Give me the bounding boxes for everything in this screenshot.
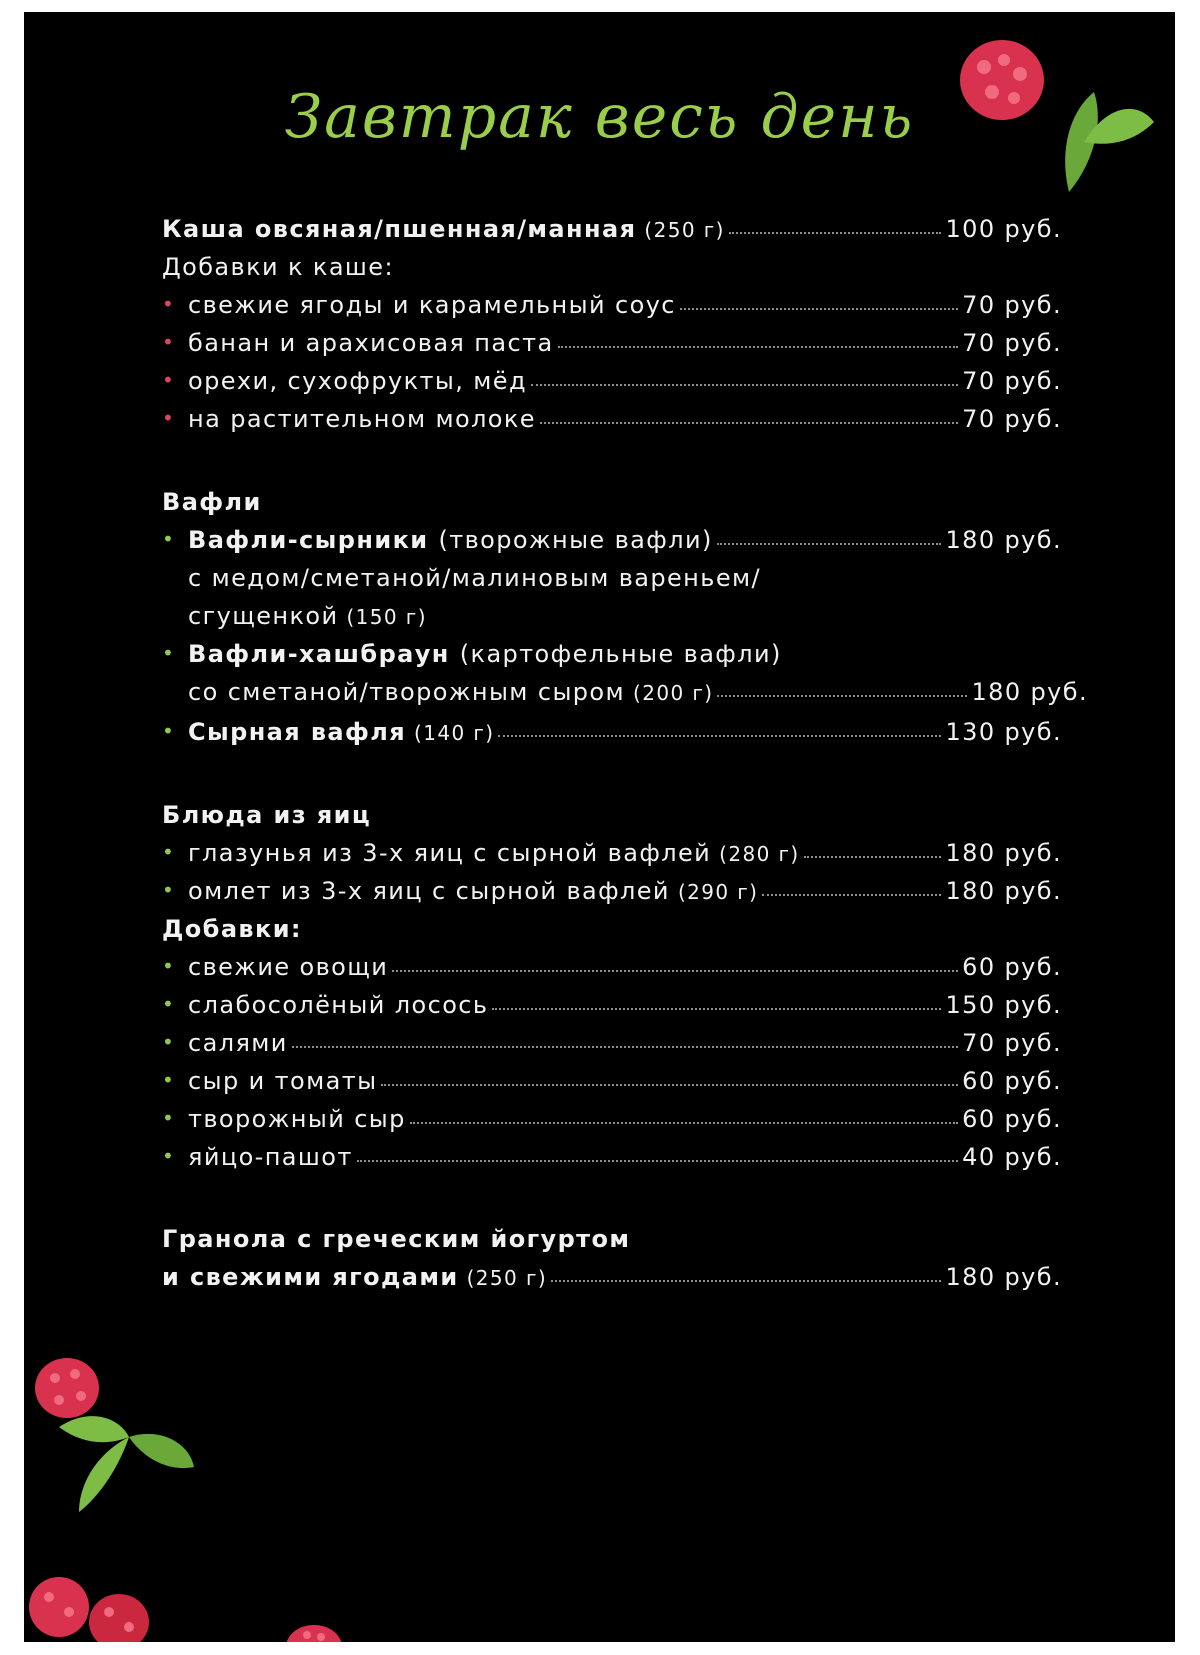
item-weight: (150 г) xyxy=(346,605,427,629)
item-price: 150 руб. xyxy=(945,991,1062,1019)
list-item xyxy=(162,291,1062,329)
leader-dots xyxy=(804,856,942,858)
bullet: • xyxy=(162,1030,176,1054)
item-name: Вафли-хашбраун xyxy=(188,640,450,668)
leader-dots xyxy=(717,543,942,545)
item-weight: (280 г) xyxy=(719,842,800,866)
menu-item-cheese-waffle xyxy=(162,718,1062,756)
bullet: • xyxy=(162,954,176,978)
page-title: Завтрак весь день xyxy=(284,82,915,152)
bullet: • xyxy=(162,1144,176,1168)
item-name: яйцо-пашот xyxy=(188,1143,353,1171)
bullet: • xyxy=(162,840,176,864)
leader-dots xyxy=(381,1084,958,1086)
item-weight: (250 г) xyxy=(466,1266,548,1290)
leader-dots xyxy=(558,346,959,348)
item-weight: (250 г) xyxy=(644,218,725,242)
eggs-addons-label: Добавки: xyxy=(162,915,302,943)
item-price: 70 руб. xyxy=(962,405,1062,433)
bullet: • xyxy=(162,1068,176,1092)
bullet: • xyxy=(162,368,176,392)
item-name: орехи, сухофрукты, мёд xyxy=(188,367,527,395)
porridge-addons-label: Добавки к каше: xyxy=(162,253,394,281)
raspberry-bottom-center-icon xyxy=(279,1617,349,1642)
item-name: Сырная вафля xyxy=(188,718,407,746)
item-price: 70 руб. xyxy=(962,1029,1062,1057)
item-name: Вафли-сырники xyxy=(188,526,429,554)
section-heading-waffles: Вафли xyxy=(162,488,262,516)
item-name: слабосолёный лосось xyxy=(188,991,489,1019)
bullet: • xyxy=(162,292,176,316)
leader-dots xyxy=(410,1122,958,1124)
bullet: • xyxy=(162,878,176,902)
raspberry-bottom-left-icon xyxy=(24,1567,174,1642)
bullet: • xyxy=(162,719,176,743)
bullet: • xyxy=(162,992,176,1016)
section-heading-eggs: Блюда из яиц xyxy=(162,801,372,829)
leader-dots xyxy=(357,1160,958,1162)
item-price: 60 руб. xyxy=(962,1067,1062,1095)
list-item xyxy=(162,991,1062,1029)
menu-item-granola: Гранола с греческим йогуртом xyxy=(162,1225,631,1253)
bullet: • xyxy=(162,527,176,551)
list-item xyxy=(162,367,1062,405)
list-item xyxy=(162,1105,1062,1143)
item-name: свежие овощи xyxy=(188,953,389,981)
item-name: на растительном молоке xyxy=(188,405,536,433)
item-name: банан и арахисовая паста xyxy=(188,329,554,357)
item-name: сыр и томаты xyxy=(188,1067,378,1095)
item-price: 60 руб. xyxy=(962,1105,1062,1133)
list-item xyxy=(162,329,1062,367)
bullet: • xyxy=(162,641,176,665)
item-price: 70 руб. xyxy=(962,329,1062,357)
item-weight: (200 г) xyxy=(633,681,714,705)
leader-dots xyxy=(498,735,941,737)
item-price: 130 руб. xyxy=(945,718,1062,746)
leaf-left-icon xyxy=(49,1397,199,1517)
item-name: творожный сыр xyxy=(188,1105,406,1133)
item-price: 40 руб. xyxy=(962,1143,1062,1171)
item-name: Каша овсяная/пшенная/манная xyxy=(162,215,637,243)
item-name: глазунья из 3-х яиц с сырной вафлей xyxy=(188,839,712,867)
item-price: 180 руб. xyxy=(945,839,1062,867)
list-item xyxy=(162,953,1062,991)
item-detail-line: сгущенкой (150 г) xyxy=(188,602,427,630)
bullet: • xyxy=(162,330,176,354)
leader-dots xyxy=(551,1280,941,1282)
item-price: 70 руб. xyxy=(962,291,1062,319)
item-price: 180 руб. xyxy=(945,877,1062,905)
item-weight: (290 г) xyxy=(677,880,759,904)
leader-dots xyxy=(680,308,958,310)
item-detail-line: с медом/сметаной/малиновым вареньем/ xyxy=(188,564,761,592)
item-desc: (творожные вафли) xyxy=(438,526,713,554)
item-name: свежие ягоды и карамельный соус xyxy=(188,291,676,319)
leader-dots xyxy=(492,1008,941,1010)
leader-dots xyxy=(531,384,958,386)
bullet: • xyxy=(162,406,176,430)
item-price: 60 руб. xyxy=(962,953,1062,981)
item-desc: (картофельные вафли) xyxy=(459,640,782,668)
item-name: омлет из 3-х яиц с сырной вафлей xyxy=(188,877,670,905)
menu-item-waffle-hashbrown xyxy=(162,640,1062,678)
list-item xyxy=(162,839,1062,877)
menu-item-granola-line2 xyxy=(162,1263,1062,1301)
item-price: 180 руб. xyxy=(971,678,1088,706)
menu-item-waffle-syrniki xyxy=(162,526,1062,564)
item-price: 100 руб. xyxy=(945,215,1062,243)
item-price: 180 руб. xyxy=(945,1263,1062,1291)
leader-dots xyxy=(540,422,958,424)
leader-dots xyxy=(717,695,967,697)
list-item xyxy=(162,1067,1062,1105)
leader-dots xyxy=(392,970,958,972)
leader-dots xyxy=(729,232,942,234)
item-price: 180 руб. xyxy=(945,526,1062,554)
list-item xyxy=(162,1143,1062,1181)
item-weight: (140 г) xyxy=(414,721,495,745)
bullet: • xyxy=(162,1106,176,1130)
leader-dots xyxy=(762,894,941,896)
leader-dots xyxy=(292,1046,958,1048)
menu-item-porridge xyxy=(162,215,1062,253)
item-name: салями xyxy=(188,1029,288,1057)
item-price: 70 руб. xyxy=(962,367,1062,395)
list-item xyxy=(162,405,1062,443)
list-item xyxy=(162,1029,1062,1067)
item-name: и свежими ягодами xyxy=(162,1263,459,1291)
list-item xyxy=(162,877,1062,915)
item-detail-line: со сметаной/творожным сыром (200 г) 180 руб. xyxy=(188,678,1088,706)
menu-page xyxy=(24,12,1175,1642)
